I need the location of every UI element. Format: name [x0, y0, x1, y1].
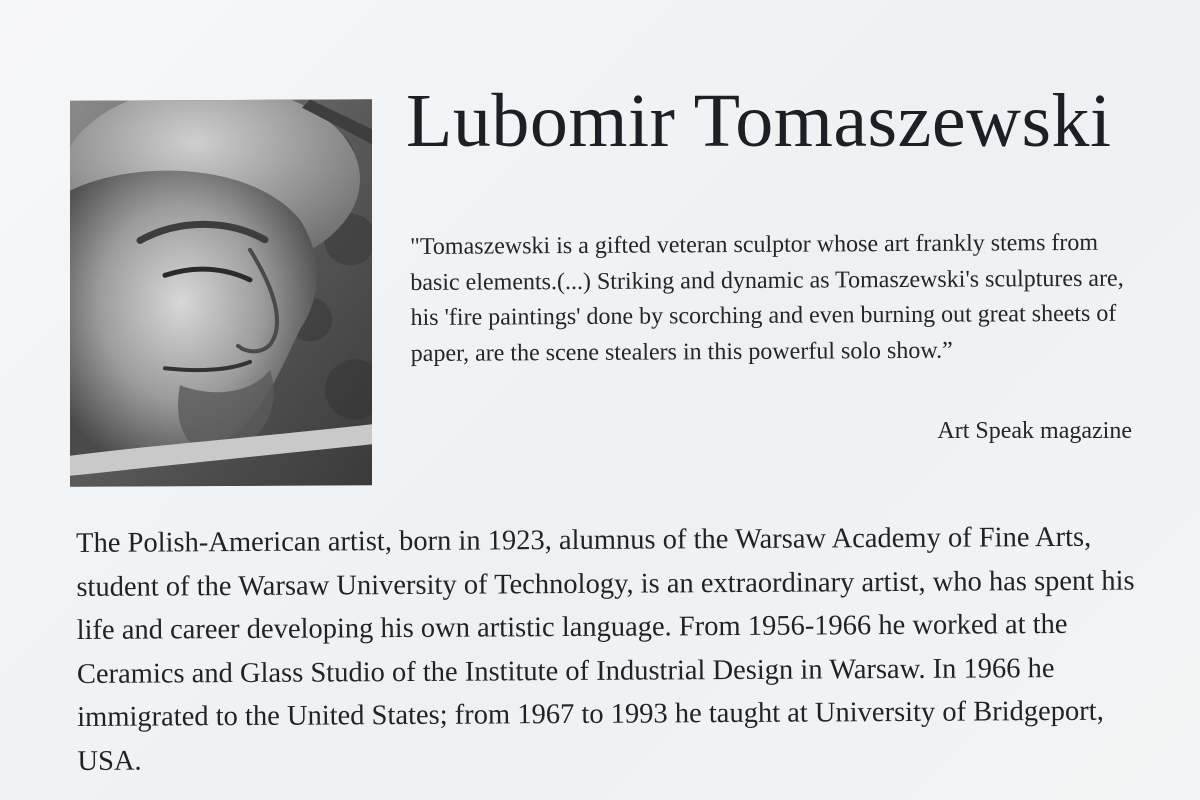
portrait-photo — [70, 99, 372, 487]
artist-biography: The Polish-American artist, born in 1923, alumnus of the Warsaw Academy of Fine Arts, student of the Warsaw University of Technology, is an extraordinary artist, who has spent his life and career developing his own artistic language. From 1956-1966 he worked at the Ceramics and Glass Studio of the Institute of Industrial Design in Warsaw. In 1966 he immigrated to the United States; from 1967 to 1993 he taught at University of Bridgeport, USA. — [76, 521, 1135, 777]
artist-name-title: Lubomir Tomaszewski — [406, 79, 1112, 163]
portrait-illustration — [70, 99, 372, 487]
review-quote: "Tomaszewski is a gifted veteran sculptor whose art frankly stems from basic elements.(...) Striking and dynamic as Tomaszewski's sculptures are, his 'fire paintings' done by scorching and even burning out great sheets of paper, are the scene stealers in this powerful solo show.” — [410, 229, 1124, 367]
quote-source: Art Speak magazine — [937, 418, 1132, 444]
